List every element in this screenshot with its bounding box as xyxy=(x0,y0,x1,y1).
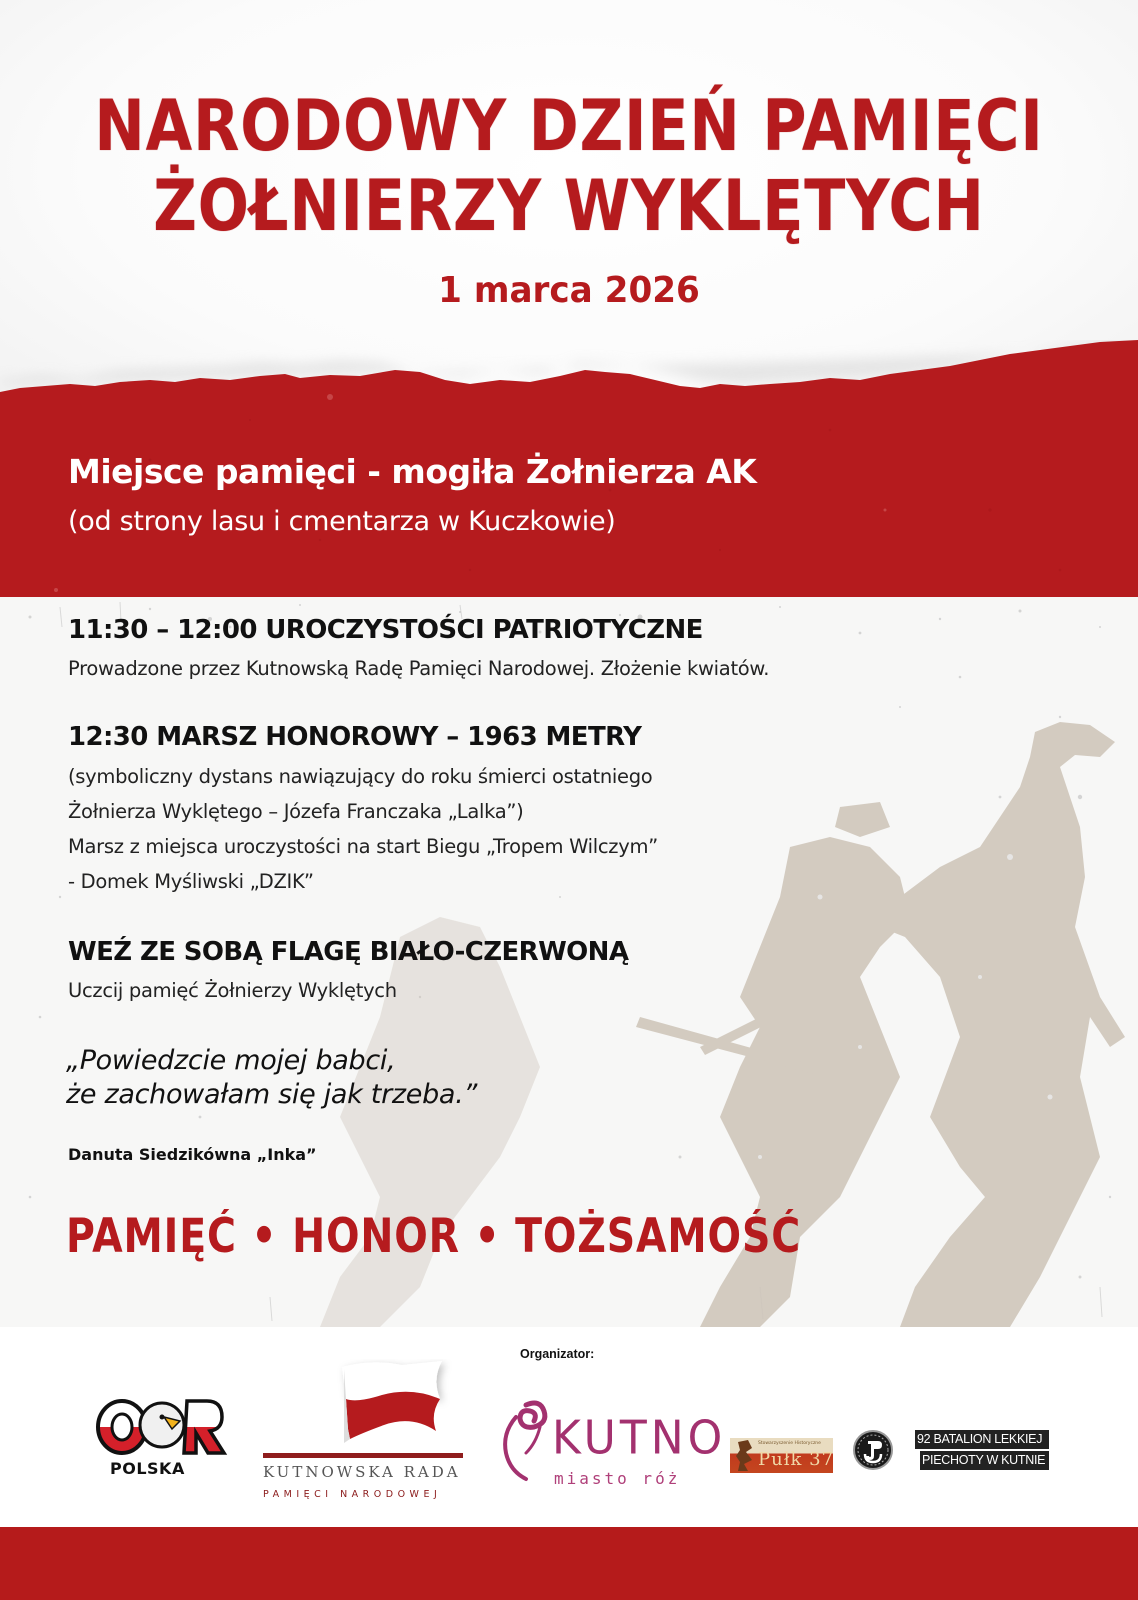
program-section xyxy=(0,597,1138,1327)
kutnowska-rada-logo xyxy=(262,1359,472,1509)
krpn-name: KUTNOWSKA RADA xyxy=(263,1463,461,1481)
kutno-city-logo xyxy=(496,1393,727,1493)
title-line-2: ŻOŁNIERZY WYKLĘTYCH xyxy=(153,165,985,247)
event-1-heading: 11:30 – 12:00 UROCZYSTOŚCI PATRIOTYCZNE xyxy=(68,615,703,645)
event-3-heading: WEŹ ZE SOBĄ FLAGĘ BIAŁO-CZERWONĄ xyxy=(68,937,629,967)
location-band xyxy=(0,340,1138,598)
partners-footer xyxy=(0,1327,1138,1527)
krpn-subtitle: PAMIĘCI NARODOWEJ xyxy=(263,1489,442,1500)
quote-author: Danuta Siedzikówna „Inka” xyxy=(68,1145,317,1164)
quote-line-1: „Powiedzcie mojej babci, xyxy=(66,1045,396,1076)
event-2-line-1: (symboliczny dystans nawiązujący do roku śmierci ostatniego xyxy=(68,765,653,788)
pulk-text: Pułk 37 xyxy=(758,1449,835,1470)
rose-icon xyxy=(496,1393,556,1483)
ocr-sub-text: POLSKA xyxy=(110,1459,185,1478)
event-2-line-3: Marsz z miejsca uroczystości na start Biegu „Tropem Wilczym” xyxy=(68,835,658,858)
organizer-label: Organizator: xyxy=(520,1347,595,1361)
motto: PAMIĘĆ • HONOR • TOŻSAMOŚĆ xyxy=(66,1209,802,1264)
92-batalion-logo xyxy=(915,1430,1049,1474)
polska-walczaca-badge xyxy=(853,1430,893,1470)
kutno-tagline: miasto róż xyxy=(554,1469,681,1488)
location-title: Miejsce pamięci - mogiła Żołnierza AK xyxy=(68,452,757,491)
pulk-37-logo xyxy=(730,1438,833,1473)
location-subtitle: (od strony lasu i cmentarza w Kuczkowie) xyxy=(68,506,616,537)
ocr-polska-logo xyxy=(92,1387,232,1487)
event-2-line-4: - Domek Myśliwski „DZIK” xyxy=(68,870,314,893)
batalion-line-2: PIECHOTY W KUTNIE xyxy=(920,1451,1049,1470)
kutno-name: KUTNO xyxy=(552,1411,727,1466)
event-1-description: Prowadzone przez Kutnowską Radę Pamięci Narodowej. Złożenie kwiatów. xyxy=(68,657,770,680)
batalion-line-1: 92 BATALION LEKKIEJ xyxy=(915,1430,1049,1449)
event-date: 1 marca 2026 xyxy=(438,270,700,311)
event-2-line-2: Żołnierza Wyklętego – Józefa Franczaka „Lalka”) xyxy=(68,800,524,823)
title-line-1: NARODOWY DZIEŃ PAMIĘCI xyxy=(94,85,1044,167)
event-2-heading: 12:30 MARSZ HONOROWY – 1963 METRY xyxy=(68,722,642,752)
anchor-icon xyxy=(855,1432,891,1468)
event-3-description: Uczcij pamięć Żołnierzy Wyklętych xyxy=(68,979,397,1002)
quote-line-2: że zachowałam się jak trzeba.” xyxy=(66,1079,478,1110)
bottom-red-band xyxy=(0,1527,1138,1600)
polish-flag-icon xyxy=(262,1359,472,1459)
pulk-top-text: Stowarzyszenie Historyczne xyxy=(758,1441,821,1446)
griffin-icon xyxy=(732,1438,758,1473)
